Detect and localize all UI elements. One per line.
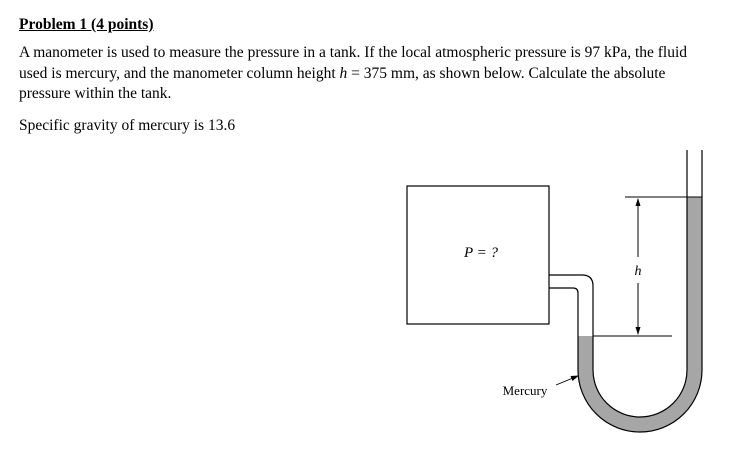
height-variable: h: [339, 64, 348, 82]
connector-tube-outer: [549, 275, 593, 336]
u-tube-inner-wall: [593, 150, 687, 417]
mercury-pointer-line: [556, 378, 573, 385]
statement-line-2-start: used is mercury, and the manometer column height: [19, 64, 340, 82]
mercury-fill: [578, 197, 702, 432]
statement-line-2-end: = 375 mm, as shown below. Calculate the absolute: [347, 64, 666, 82]
height-label: h: [634, 264, 642, 279]
tank-pressure-label: P = ?: [463, 245, 499, 261]
connector-tube-inner: [549, 288, 578, 336]
mercury-label: Mercury: [502, 383, 548, 398]
mercury-pointer-head: [571, 376, 580, 382]
height-arrow-up: [636, 198, 641, 206]
statement-line-1: A manometer is used to measure the pressure in a tank. If the local atmospheric pressure is 97 kPa, the fluid: [19, 44, 688, 61]
problem-heading: Problem 1 (4 points): [19, 16, 154, 33]
specific-gravity-note: Specific gravity of mercury is 13.6: [19, 117, 236, 134]
height-arrow-down: [636, 327, 641, 335]
statement-line-3: pressure within the tank.: [19, 85, 172, 102]
